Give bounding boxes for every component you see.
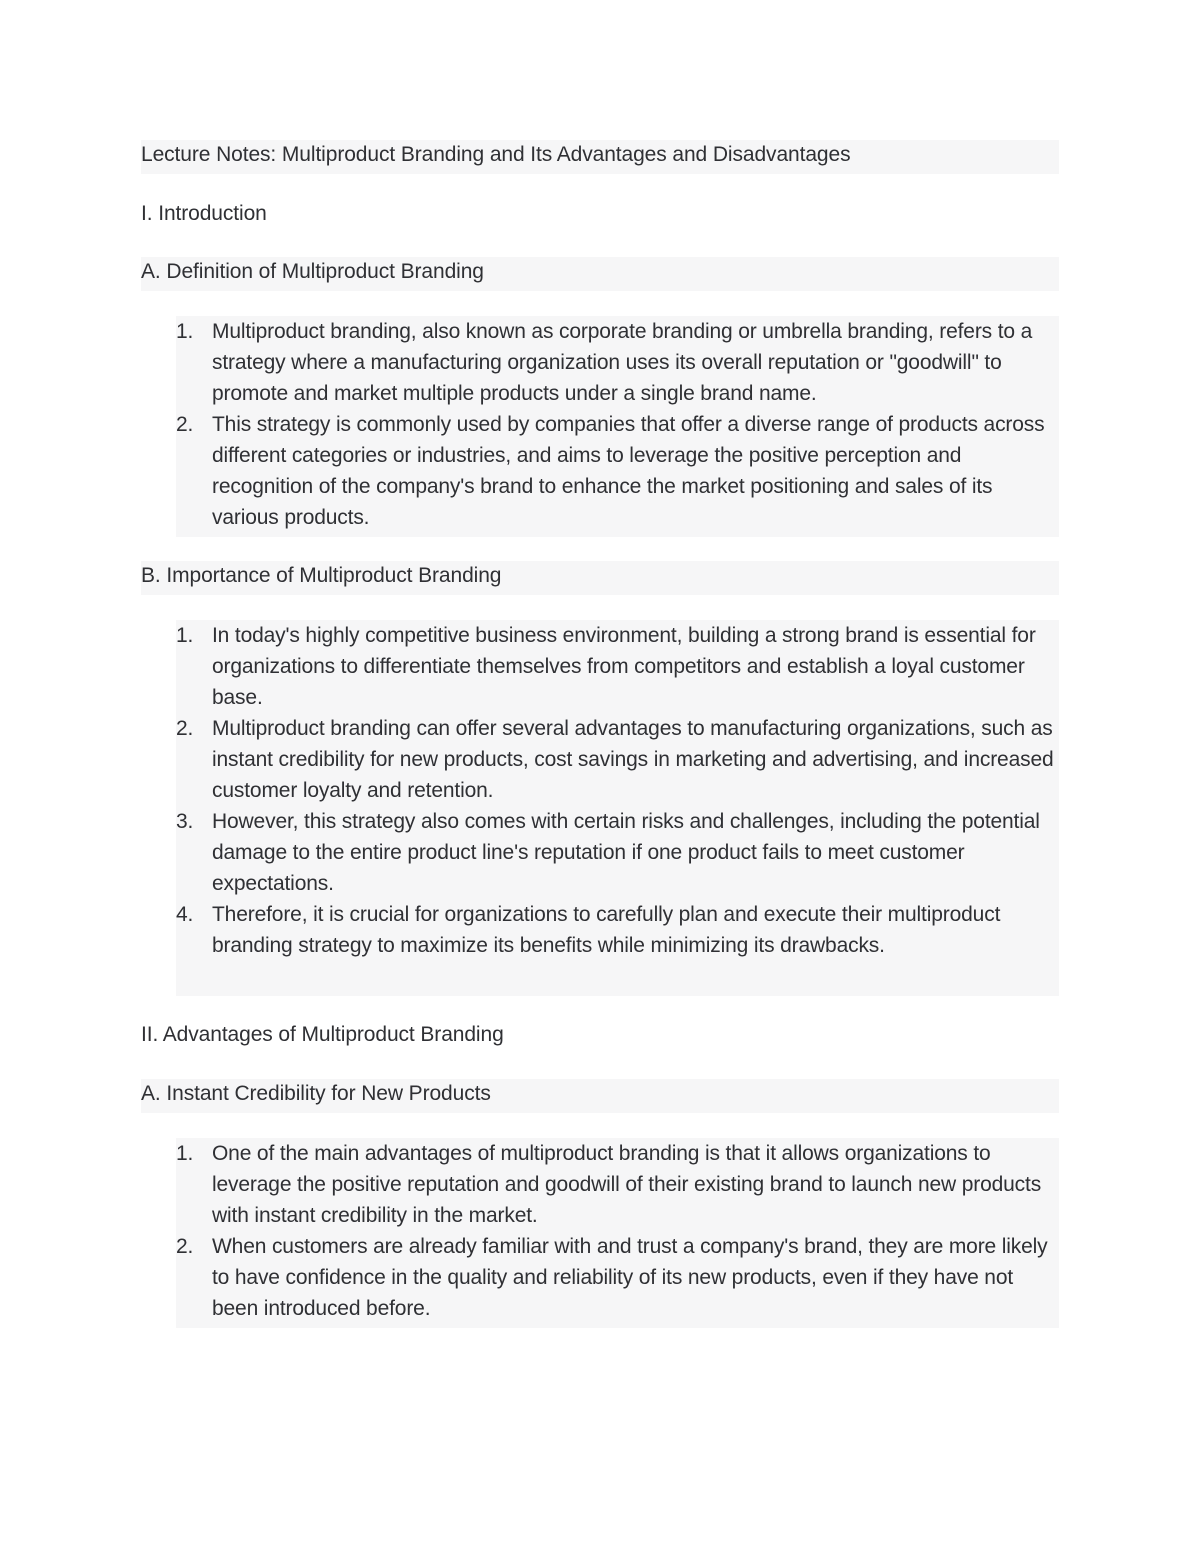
- list-item: [176, 409, 1059, 533]
- list-item-text: Therefore, it is crucial for organizations to carefully plan and execute their multiproduct branding strategy to maximize its benefits while minimizing its drawbacks.: [212, 903, 1001, 957]
- list-item: [176, 806, 1059, 899]
- list-item: [176, 1138, 1059, 1231]
- list-number: 2.: [176, 413, 194, 436]
- list-item: [176, 899, 1059, 961]
- list-item-text: Multiproduct branding can offer several advantages to manufacturing organizations, such as instant credibility for new products, cost savings in marketing and advertising, and increased customer loyalty and retention.: [212, 717, 1054, 802]
- document-title: Lecture Notes: Multiproduct Branding and Its Advantages and Disadvantages: [141, 140, 1059, 174]
- subheading-definition: A. Definition of Multiproduct Branding: [141, 257, 1059, 291]
- subheading-instant-credibility: A. Instant Credibility for New Products: [141, 1079, 1059, 1113]
- instant-credibility-list: [176, 1138, 1059, 1328]
- list-number: 2.: [176, 1235, 194, 1258]
- list-number: 2.: [176, 717, 194, 740]
- list-item-text: One of the main advantages of multiproduct branding is that it allows organizations to leverage the positive reputation and goodwill of their existing brand to launch new products with instant credibility in the market.: [212, 1142, 1042, 1227]
- list-item: [176, 1231, 1059, 1324]
- section-heading-advantages: II. Advantages of Multiproduct Branding: [141, 1023, 504, 1046]
- list-number: 1.: [176, 1142, 194, 1165]
- importance-list: [176, 620, 1059, 996]
- list-item-text: When customers are already familiar with and trust a company's brand, they are more likely to have confidence in the quality and reliability of its new products, even if they have not been introduced before.: [212, 1235, 1048, 1320]
- list-item: [176, 620, 1059, 713]
- definition-list: [176, 316, 1059, 537]
- list-item-text: In today's highly competitive business environment, building a strong brand is essential for organizations to differentiate themselves from competitors and establish a loyal customer base.: [212, 624, 1036, 709]
- list-item: [176, 316, 1059, 409]
- list-number: 4.: [176, 903, 194, 926]
- list-item-text: However, this strategy also comes with certain risks and challenges, including the potential damage to the entire product line's reputation if one product fails to meet customer expectations.: [212, 810, 1040, 895]
- list-item: [176, 713, 1059, 806]
- list-item-text: Multiproduct branding, also known as corporate branding or umbrella branding, refers to a strategy where a manufacturing organization uses its overall reputation or "goodwill" to promote and market multiple products under a single brand name.: [212, 320, 1033, 405]
- subheading-importance: B. Importance of Multiproduct Branding: [141, 561, 1059, 595]
- list-number: 1.: [176, 624, 194, 647]
- list-number: 3.: [176, 810, 194, 833]
- list-item-text: This strategy is commonly used by companies that offer a diverse range of products across different categories or industries, and aims to leverage the positive perception and recognition of the company's brand to enhance the market positioning and sales of its various products.: [212, 413, 1045, 529]
- list-number: 1.: [176, 320, 194, 343]
- section-heading-introduction: I. Introduction: [141, 202, 267, 225]
